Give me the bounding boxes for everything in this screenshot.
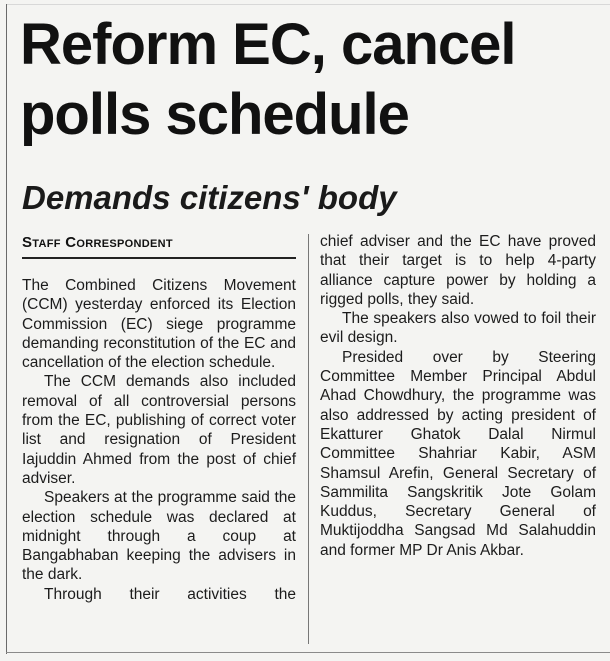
subheadline: Demands citizens' body [22, 179, 397, 216]
top-border [6, 4, 610, 5]
paragraph: Presided over by Steering Committee Member Principal Abdul Ahad Chowdhury, the programme was also addressed by acting president of Ekatturer Ghatok Dalal Nirmul Committee Shahriar Kabir, ASM Shamsul Arefin, General Secretary of Sammilita Sangskritik Jote Golam Kuddus, Secretary General of Muktijoddha Sangsad Md Salahuddin and former MP Dr Anis Akbar. [320, 348, 596, 559]
bottom-border [6, 652, 610, 653]
paragraph: The Combined Citizens Movement (CCM) yesterday enforced its Election Commission (EC) siege programme demanding reconstitution of the EC and cancellation of the election schedule. [22, 277, 296, 372]
paragraph: Through their activities the [44, 585, 296, 603]
headline-line-2: polls schedule [20, 82, 409, 147]
byline: Staff Correspondent [22, 234, 173, 251]
paragraph: The CCM demands also included removal of all controversial persons from the EC, publishing of correct voter list and resignation of President Iajuddin Ahmed from the post of chief adviser. [22, 373, 296, 487]
right-column [320, 232, 596, 560]
left-column [22, 276, 296, 604]
column-divider [308, 234, 309, 644]
paragraph: chief adviser and the EC have proved that their target is to help 4-party alliance capture power by holding a rigged polls, they said. [320, 233, 596, 308]
paragraph: Speakers at the programme said the election schedule was declared at midnight through a coup at Bangabhaban keeping the advisers in the dark. [22, 489, 296, 584]
headline-line-1: Reform EC, cancel [20, 12, 516, 77]
left-border [6, 4, 7, 654]
byline-underline [22, 257, 296, 259]
headline [20, 10, 610, 150]
paragraph: The speakers also vowed to foil their evil design. [320, 310, 596, 347]
